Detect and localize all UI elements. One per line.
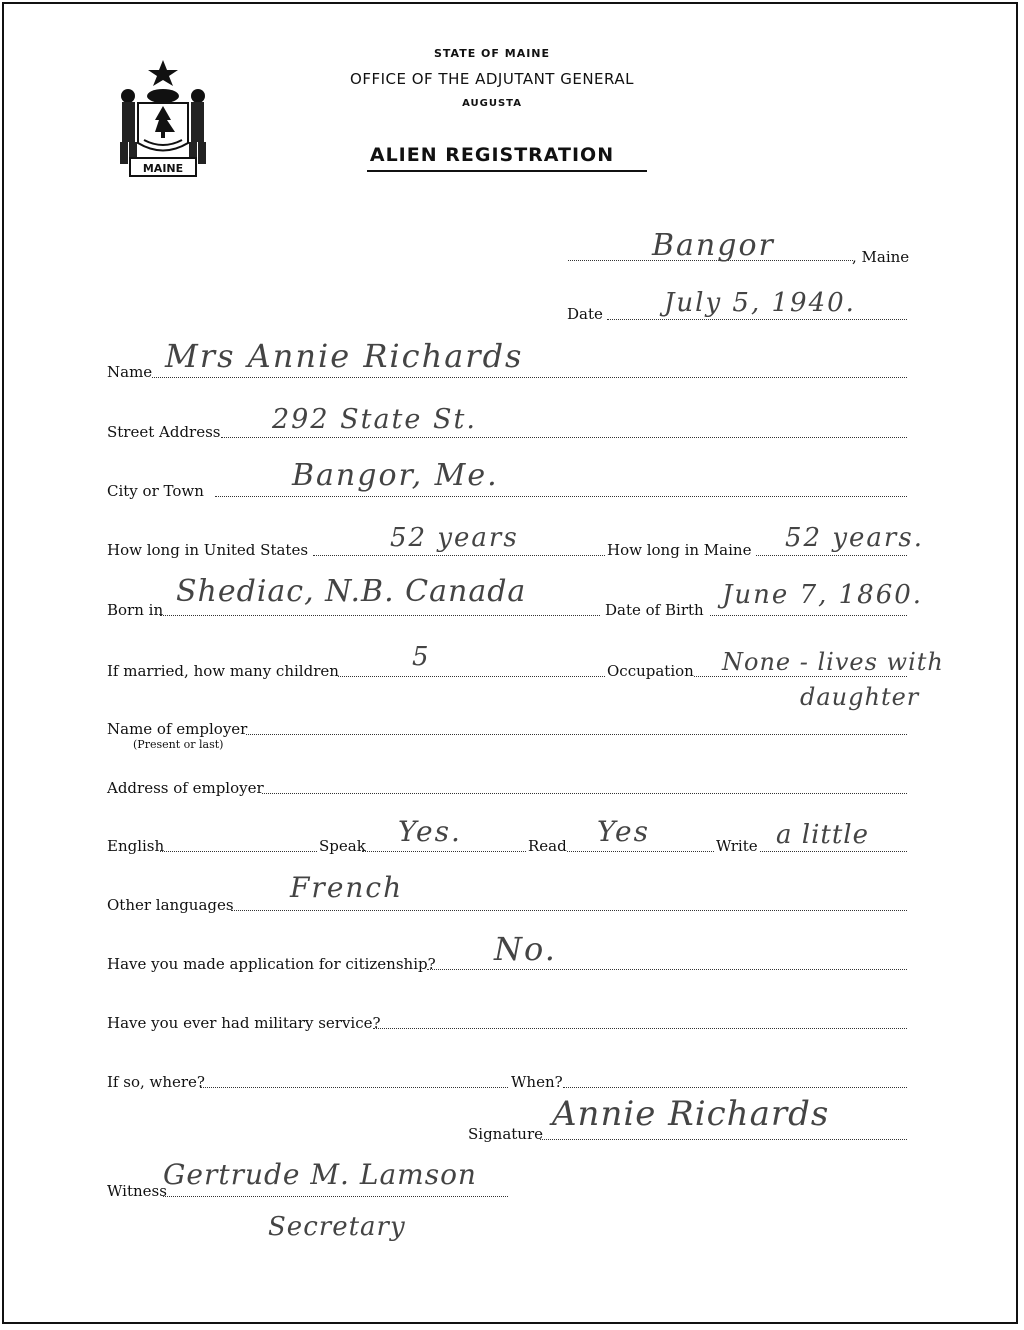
speak-line (362, 851, 526, 852)
write-label: Write (716, 837, 758, 855)
employer-sublabel: (Present or last) (133, 738, 224, 751)
read-label: Read (528, 837, 567, 855)
maine-duration-line (756, 555, 907, 556)
us-duration-value: 52 years (390, 523, 519, 553)
english-line (160, 851, 317, 852)
date-value: July 5, 1940. (664, 288, 856, 318)
street-line (221, 437, 907, 438)
city-value: Bangor, Me. (292, 458, 499, 493)
other-languages-line (231, 910, 907, 911)
seal-text: MAINE (142, 162, 184, 175)
title-underline (367, 170, 647, 172)
citizenship-value: No. (494, 930, 557, 968)
occupation-value-line1: None - lives with (722, 648, 944, 676)
birthplace-value: Shediac, N.B. Canada (176, 574, 527, 609)
where-line (200, 1087, 508, 1088)
street-label: Street Address (107, 423, 221, 441)
signature-line (540, 1139, 907, 1140)
header-city: AUGUSTA (462, 98, 522, 109)
header-state: STATE OF MAINE (433, 47, 551, 60)
city-label: City or Town (107, 482, 204, 500)
dob-line (710, 615, 907, 616)
witness-title: Secretary (268, 1212, 406, 1242)
occupation-label: Occupation (607, 662, 694, 680)
name-line (152, 377, 907, 378)
employer-line (246, 734, 907, 735)
us-duration-label: How long in United States (107, 541, 309, 559)
where-label: If so, where? (107, 1073, 205, 1091)
name-label: Name (107, 363, 153, 381)
when-label: When? (511, 1073, 563, 1091)
military-label: Have you ever had military service? (107, 1014, 381, 1032)
header-office: OFFICE OF THE ADJUTANT GENERAL (350, 70, 634, 88)
name-value: Mrs Annie Richards (165, 337, 524, 375)
speak-label: Speak (319, 837, 366, 855)
form-title: ALIEN REGISTRATION (369, 144, 615, 166)
citizenship-line (427, 969, 907, 970)
other-languages-label: Other languages (107, 896, 234, 914)
date-label: Date (567, 305, 603, 323)
write-line (760, 851, 907, 852)
employer-address-line (262, 793, 907, 794)
town-value: Bangor (652, 228, 775, 263)
dob-label: Date of Birth (605, 601, 704, 619)
children-line (338, 676, 605, 677)
date-line (607, 319, 907, 320)
when-line (563, 1087, 907, 1088)
signature-value: Annie Richards (552, 1094, 830, 1134)
street-value: 292 State St. (272, 404, 477, 435)
employer-address-label: Address of employer (107, 779, 264, 797)
us-duration-line (313, 555, 605, 556)
witness-label: Witness (107, 1182, 167, 1200)
occupation-value-line2: daughter (800, 683, 920, 711)
witness-value: Gertrude M. Lamson (163, 1158, 477, 1191)
children-label: If married, how many children (107, 662, 339, 680)
birthplace-line (160, 615, 600, 616)
signature-label: Signature (468, 1125, 544, 1143)
english-label: English (107, 837, 165, 855)
dob-value: June 7, 1860. (722, 580, 924, 610)
city-line (215, 496, 907, 497)
citizenship-label: Have you made application for citizenship? (107, 955, 436, 973)
speak-value: Yes. (398, 815, 462, 848)
maine-duration-label: How long in Maine (607, 541, 752, 559)
read-line (567, 851, 714, 852)
employer-label: Name of employer (107, 720, 248, 738)
maine-label: , Maine (852, 248, 910, 266)
write-value: a little (776, 820, 869, 850)
witness-line (163, 1196, 508, 1197)
other-languages-value: French (290, 871, 404, 904)
birthplace-label: Born in (107, 601, 164, 619)
occupation-line (694, 676, 907, 677)
children-value: 5 (412, 642, 431, 672)
read-value: Yes (597, 815, 650, 848)
maine-duration-value: 52 years. (785, 523, 924, 553)
military-line (373, 1028, 907, 1029)
